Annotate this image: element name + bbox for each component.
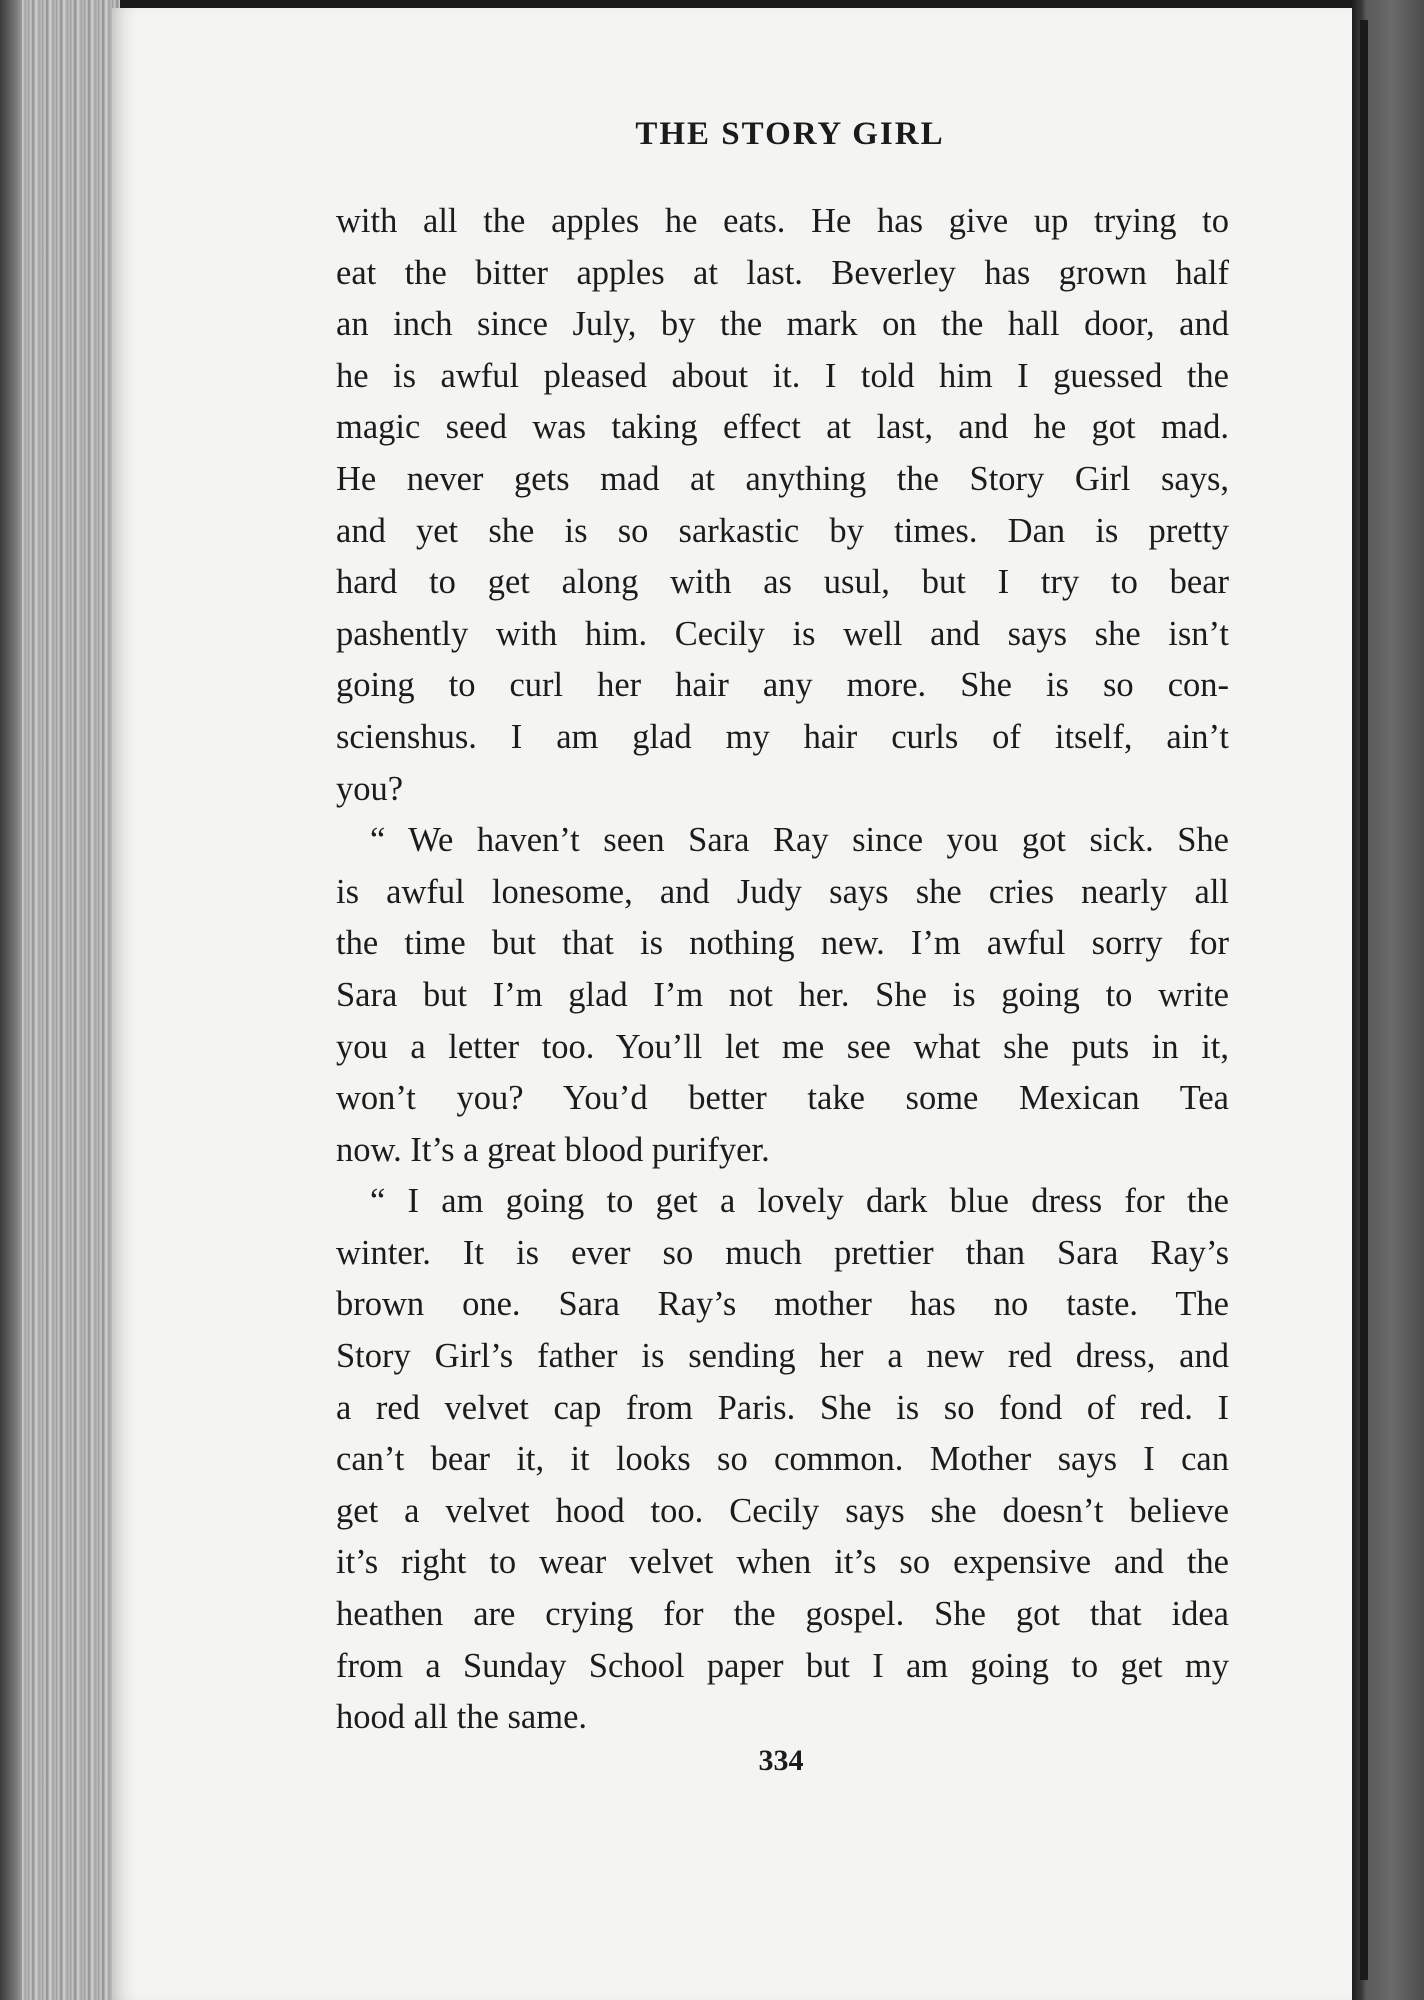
text-line: He never gets mad at anything the Story Girl says, — [336, 459, 1229, 498]
text-line: now. It’s a great blood purifyer. — [336, 1130, 770, 1169]
text-line: from a Sunday School paper but I am going to get my — [336, 1646, 1229, 1685]
text-line: “ We haven’t seen Sara Ray since you got sick. She — [370, 821, 1229, 860]
text-line: winter. It is ever so much prettier than Sara Ray’s — [336, 1233, 1229, 1272]
text-line: scienshus. I am glad my hair curls of itself, ain’t — [336, 717, 1229, 756]
book-cover-edge — [0, 0, 22, 2000]
text-line: hard to get along with as usul, but I try to bear — [336, 563, 1229, 602]
text-line: heathen are crying for the gospel. She got that idea — [336, 1595, 1229, 1634]
body-text — [336, 196, 1229, 1744]
text-line: you? — [336, 769, 404, 808]
text-line: the time but that is nothing new. I’m awful sorry for — [336, 924, 1229, 963]
text-line: a red velvet cap from Paris. She is so fond of red. I — [336, 1388, 1229, 1427]
text-line: Sara but I’m glad I’m not her. She is going to write — [336, 975, 1229, 1014]
text-line: magic seed was taking effect at last, and he got mad. — [336, 408, 1229, 447]
text-line: pashently with him. Cecily is well and says she isn’t — [336, 614, 1229, 653]
text-line: is awful lonesome, and Judy says she cries nearly all — [336, 872, 1229, 911]
text-line: and yet she is so sarkastic by times. Dan is pretty — [336, 511, 1229, 550]
text-line: “ I am going to get a lovely dark blue dress for the — [370, 1182, 1229, 1221]
text-line: an inch since July, by the mark on the hall door, and — [336, 305, 1229, 344]
text-line: can’t bear it, it looks so common. Mother says I can — [336, 1440, 1229, 1479]
text-line: Story Girl’s father is sending her a new red dress, and — [336, 1337, 1229, 1376]
text-line: hood all the same. — [336, 1698, 588, 1737]
text-line: it’s right to wear velvet when it’s so expensive and the — [336, 1543, 1229, 1582]
spine-groove — [1360, 20, 1368, 1980]
text-line: eat the bitter apples at last. Beverley has grown half — [336, 253, 1229, 292]
text-line: he is awful pleased about it. I told him I guessed the — [336, 356, 1229, 395]
book-spine-right — [1352, 0, 1424, 2000]
text-line: you a letter too. You’ll let me see what she puts in it, — [336, 1027, 1229, 1066]
text-line: won’t you? You’d better take some Mexican Tea — [336, 1079, 1229, 1118]
text-line: get a velvet hood too. Cecily says she doesn’t believe — [336, 1491, 1229, 1530]
text-line: brown one. Sara Ray’s mother has no taste. The — [336, 1285, 1229, 1324]
text-line: with all the apples he eats. He has give up trying to — [336, 202, 1229, 240]
page-number: 334 — [758, 1744, 804, 1777]
running-head: THE STORY GIRL — [635, 116, 945, 152]
text-line: going to curl her hair any more. She is so con- — [336, 666, 1229, 705]
